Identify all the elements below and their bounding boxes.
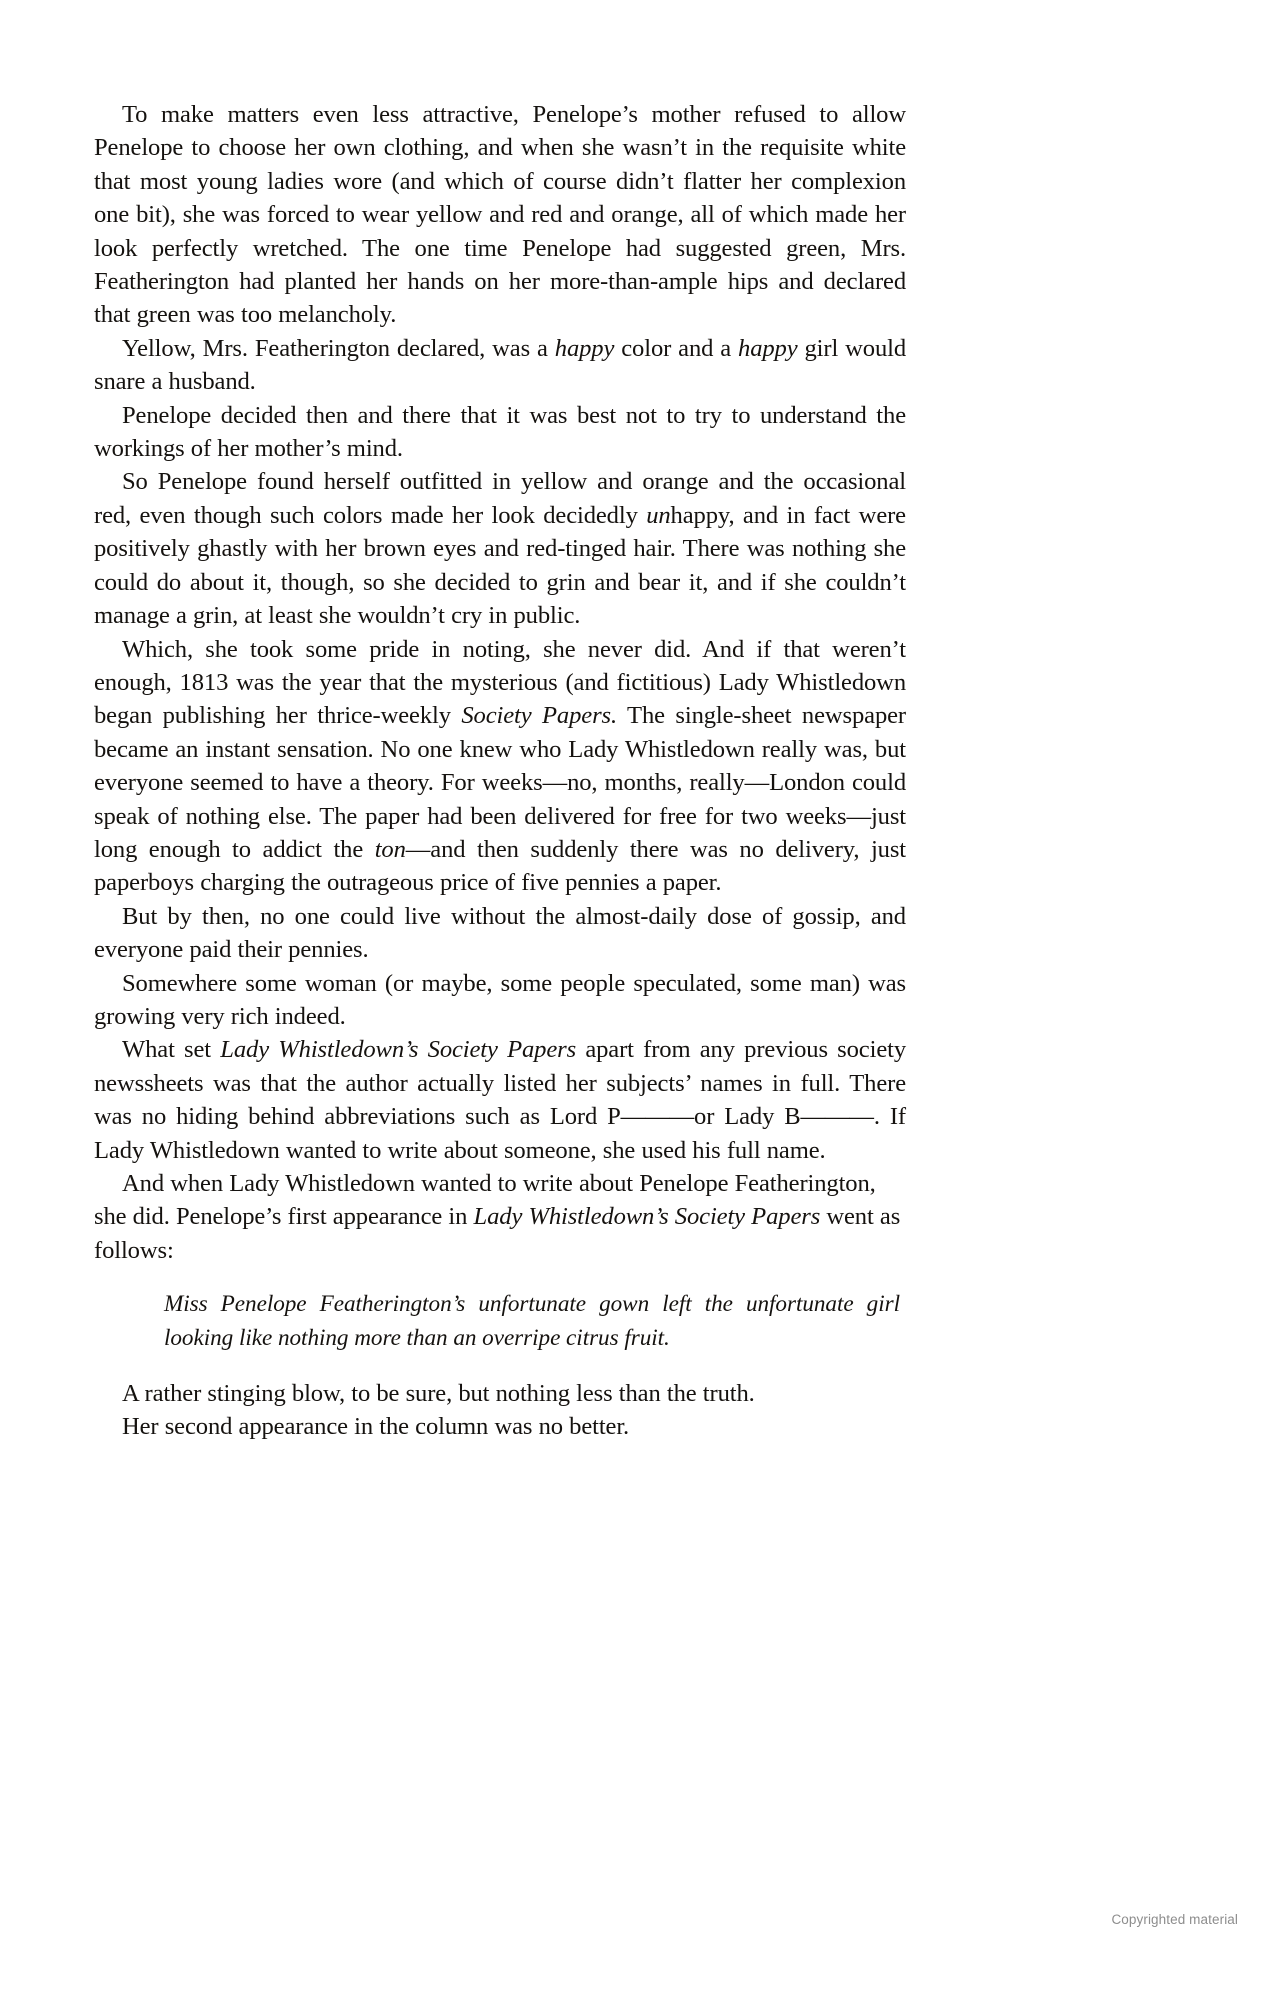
paragraph (94, 332, 906, 399)
paragraph (94, 967, 906, 1034)
paragraph (94, 1033, 906, 1167)
text-run: Yellow, Mrs. Featherington declared, was a (122, 334, 555, 362)
italic-run: un (646, 501, 671, 529)
text-run: But by then, no one could live without the almost-daily dose of gossip, and everyone paid their pennies. (94, 902, 906, 964)
copyright-notice: Copyrighted material (1111, 1912, 1238, 1927)
text-run: apart from any previous society newssheets was that the author actually listed her subjects’ names in full. There was no hiding behind abbreviations such as Lord P———or Lady B———. If Lady Whistledown wanted to write about someone, she used his full name. (94, 1036, 907, 1164)
paragraph (94, 633, 906, 900)
text-run: The single-sheet newspaper became an instant sensation. No one knew who Lady Whistledown really was, but everyone seemed to have a theory. For weeks—no, months, really—London could speak of nothing else. The paper had been delivered for free for two weeks—just long enough to addict the (94, 702, 906, 863)
pull-quote-block (94, 1288, 906, 1355)
paragraph (94, 465, 906, 632)
italic-run: happy (554, 334, 615, 362)
text-run: —and then suddenly there was no delivery, just paperboys charging the outrageous price of five pennies a paper. (94, 835, 907, 897)
italic-run: Lady Whistledown’s Society Papers (473, 1203, 821, 1231)
text-run: And when Lady Whistledown wanted to write about Penelope Featherington, she did. Penelope’s first appearance in (94, 1170, 876, 1231)
paragraph (94, 1410, 906, 1443)
text-run: To make matters even less attractive, Penelope’s mother refused to allow Penelope to choose her own clothing, and when she wasn’t in the requisite white that most young ladies wore (and which of course didn’t flatter her complexion one bit), she was forced to wear yellow and red and orange, all of which made her look perfectly wretched. The one time Penelope had suggested green, Mrs. Featherington had planted her hands on her more-than-ample hips and declared that green was too melancholy. (94, 101, 906, 329)
paragraph (94, 900, 906, 967)
paragraph (94, 1167, 906, 1267)
text-run: Her second appearance in the column was no better. (122, 1413, 630, 1441)
text-run: went as follows: (94, 1203, 901, 1264)
text-run: color and a (614, 334, 739, 362)
text-run: So Penelope found herself outfitted in yellow and orange and the occasional red, even though such colors made her look decidedly (94, 468, 906, 529)
paragraph (94, 98, 906, 332)
italic-run: Lady Whistledown’s Society Papers (220, 1036, 577, 1064)
text-run: Somewhere some woman (or maybe, some people speculated, some man) was growing very rich indeed. (94, 969, 906, 1030)
text-run: happy, and in fact were positively ghastly with her brown eyes and red-tinged hair. There was nothing she could do about it, though, so she decided to grin and bear it, and if she couldn’t manage a grin, at least she wouldn’t cry in public. (94, 501, 906, 630)
text-run: Penelope decided then and there that it was best not to try to understand the workings of her mother’s mind. (94, 401, 906, 463)
pull-quote: Miss Penelope Featherington’s unfortunate gown left the unfortunate girl looking like nothing more than an overripe citrus fruit. (164, 1291, 900, 1351)
italic-run: happy (738, 334, 798, 362)
paragraph (94, 1377, 906, 1410)
page-text-column (94, 98, 906, 1444)
text-run: What set (122, 1036, 221, 1064)
italic-run: Society Papers. (461, 702, 618, 730)
text-run: Which, she took some pride in noting, she never did. And if that weren’t enough, 1813 was the year that the mysterious (and fictitious) Lady Whistledown began publishing her thrice-weekly (94, 635, 906, 730)
paragraph (94, 399, 906, 466)
text-run: girl would snare a husband. (94, 334, 907, 396)
text-run: A rather stinging blow, to be sure, but nothing less than the truth. (122, 1380, 755, 1408)
italic-run: ton (374, 835, 406, 863)
